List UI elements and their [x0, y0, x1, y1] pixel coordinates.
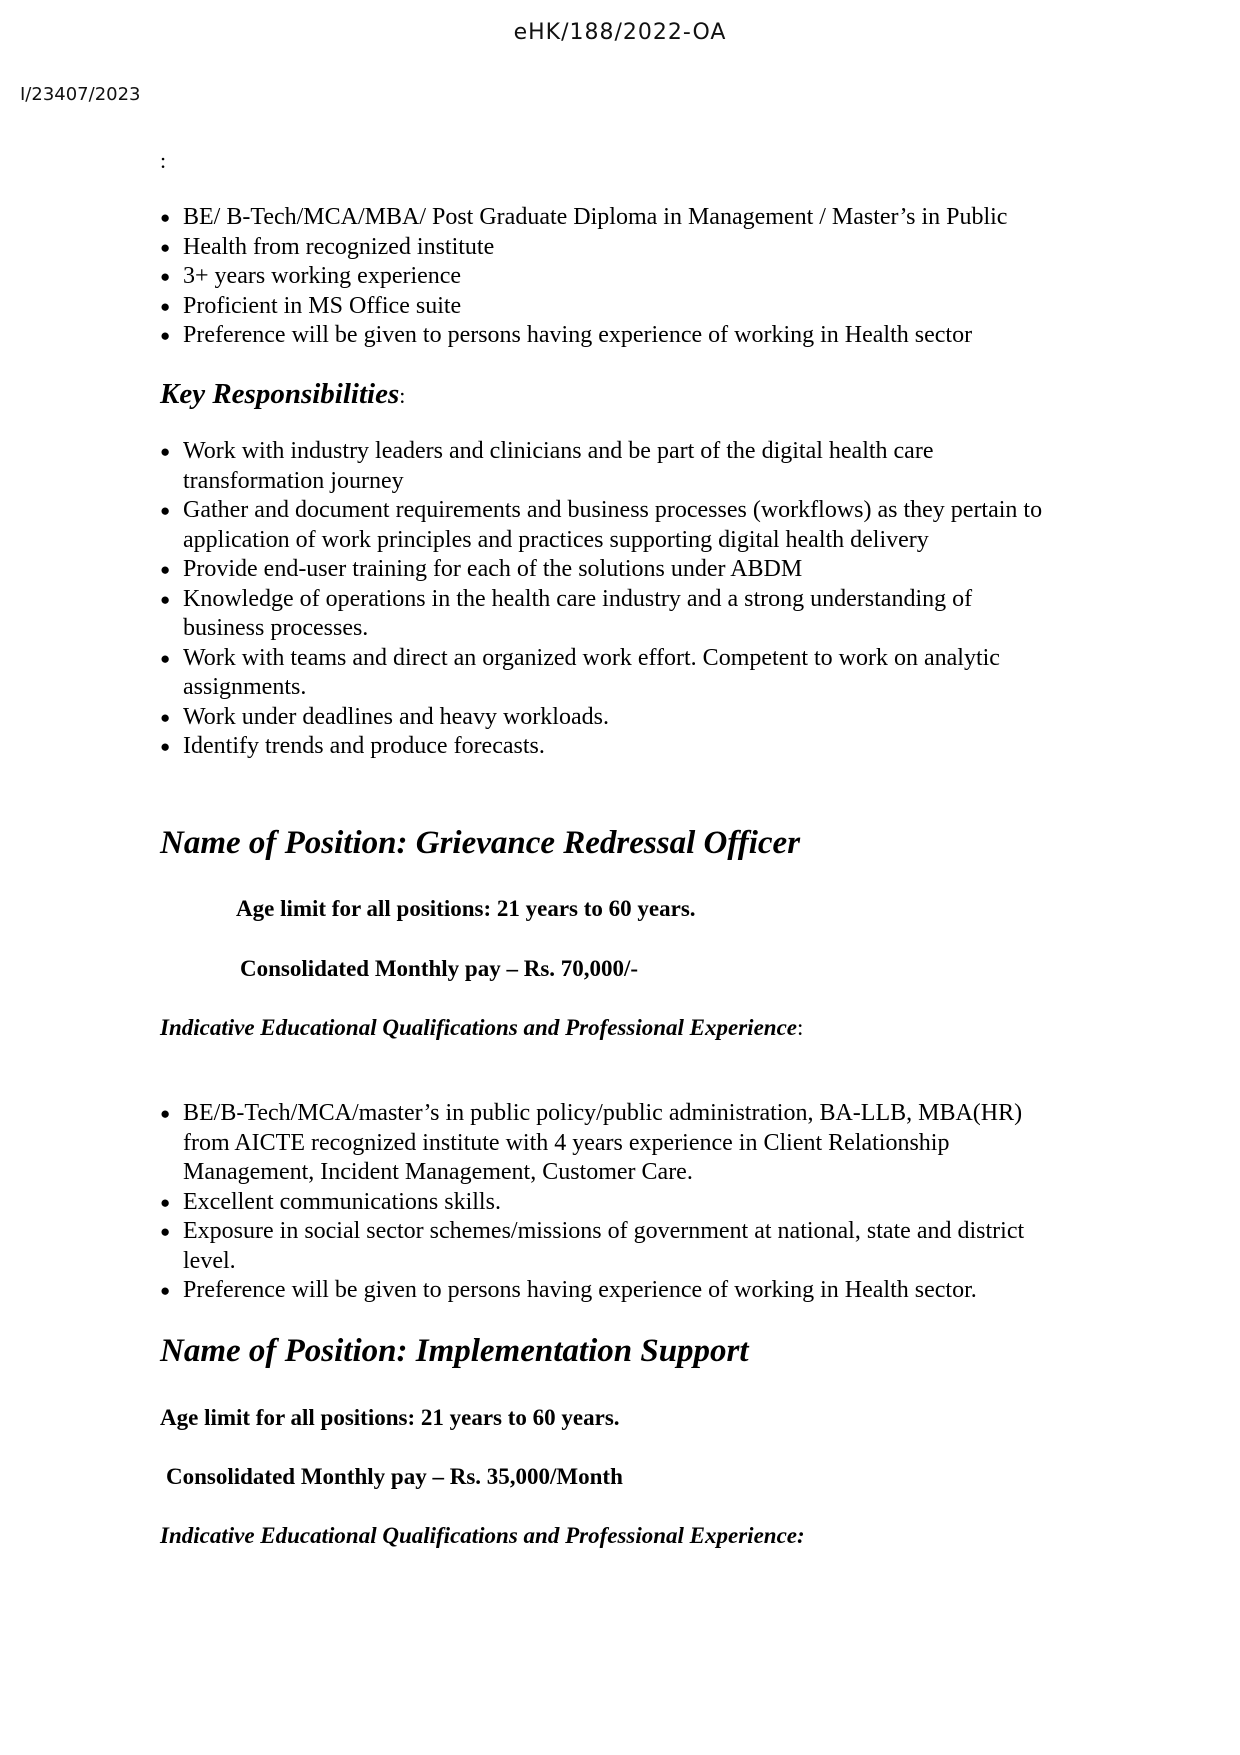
- list-item: ● Knowledge of operations in the health care industry and a strong understanding of business processes.: [160, 585, 973, 641]
- list-item: ● Preference will be given to persons having experience of working in Health sector.: [160, 1276, 1024, 1306]
- monthly-pay-grievance: Consolidated Monthly pay – Rs. 70,000/-: [240, 956, 639, 981]
- position-title-grievance: Name of Position: Grievance Redressal Officer: [160, 825, 801, 861]
- list-item: ● Health from recognized institute: [160, 233, 1007, 263]
- bullet-icon: ●: [160, 237, 171, 257]
- document-reference-number: eHK/188/2022-OA: [513, 20, 727, 45]
- bullet-icon: ●: [160, 737, 171, 756]
- bullet-icon: ●: [160, 1104, 171, 1123]
- bullet-icon: ●: [160, 1281, 171, 1300]
- bullet-icon: ●: [160, 442, 171, 461]
- list-item: ● Gather and document requirements and business processes (workflows) as they pertain to application of work principles and practices supporting digital health delivery: [160, 497, 1043, 553]
- qualifications-list: [160, 203, 1007, 351]
- list-item: ● Work with industry leaders and clinicians and be part of the digital health care transformation journey: [160, 438, 934, 494]
- bullet-icon: ●: [160, 707, 171, 727]
- bullet-icon: ●: [160, 589, 171, 609]
- bullet-icon: ●: [160, 648, 171, 668]
- qualifications-heading-grievance: Indicative Educational Qualifications and Professional Experience:: [160, 1015, 804, 1040]
- age-limit-grievance: Age limit for all positions: 21 years to 60 years.: [236, 896, 696, 921]
- list-item: ● Work with teams and direct an organized work effort. Competent to work on analytic assignments.: [160, 644, 1000, 700]
- file-number: I/23407/2023: [20, 84, 141, 105]
- list-item: ● BE/B-Tech/MCA/master’s in public policy/public administration, BA-LLB, MBA(HR) from AICTE recognized institute with 4 years experience in Client Relationship Management, Incident Management, Customer Care.: [160, 1100, 1023, 1185]
- bullet-icon: ●: [160, 560, 171, 579]
- list-item: ● Work under deadlines and heavy workloads.: [160, 703, 1042, 733]
- list-item: ● BE/ B-Tech/MCA/MBA/ Post Graduate Diploma in Management / Master’s in Public: [160, 203, 1007, 233]
- age-limit-implementation: Age limit for all positions: 21 years to 60 years.: [160, 1405, 620, 1430]
- list-item: ● Excellent communications skills.: [160, 1188, 1024, 1218]
- list-item: ● Proficient in MS Office suite: [160, 292, 1007, 322]
- bullet-icon: ●: [160, 1192, 171, 1212]
- grievance-qualifications-list: [160, 1099, 1024, 1306]
- list-item: ● Provide end-user training for each of the solutions under ABDM: [160, 555, 1042, 585]
- key-responsibilities-heading: Key Responsibilities:: [160, 378, 406, 410]
- bullet-icon: ●: [160, 208, 171, 227]
- bullet-icon: ●: [160, 267, 171, 286]
- monthly-pay-implementation: Consolidated Monthly pay – Rs. 35,000/Month: [166, 1464, 623, 1489]
- responsibilities-list: [160, 437, 1042, 762]
- bullet-icon: ●: [160, 501, 171, 520]
- leading-colon: :: [160, 148, 167, 173]
- bullet-icon: ●: [160, 326, 171, 345]
- list-item: ● Preference will be given to persons having experience of working in Health sector: [160, 321, 1007, 351]
- bullet-icon: ●: [160, 1222, 171, 1241]
- bullet-icon: ●: [160, 296, 171, 316]
- list-item: ● Identify trends and produce forecasts.: [160, 732, 1042, 762]
- position-title-implementation: Name of Position: Implementation Support: [160, 1333, 749, 1369]
- qualifications-heading-implementation: Indicative Educational Qualifications and Professional Experience:: [160, 1523, 805, 1548]
- list-item: ● Exposure in social sector schemes/missions of government at national, state and district level.: [160, 1218, 1025, 1274]
- list-item: ● 3+ years working experience: [160, 262, 1007, 292]
